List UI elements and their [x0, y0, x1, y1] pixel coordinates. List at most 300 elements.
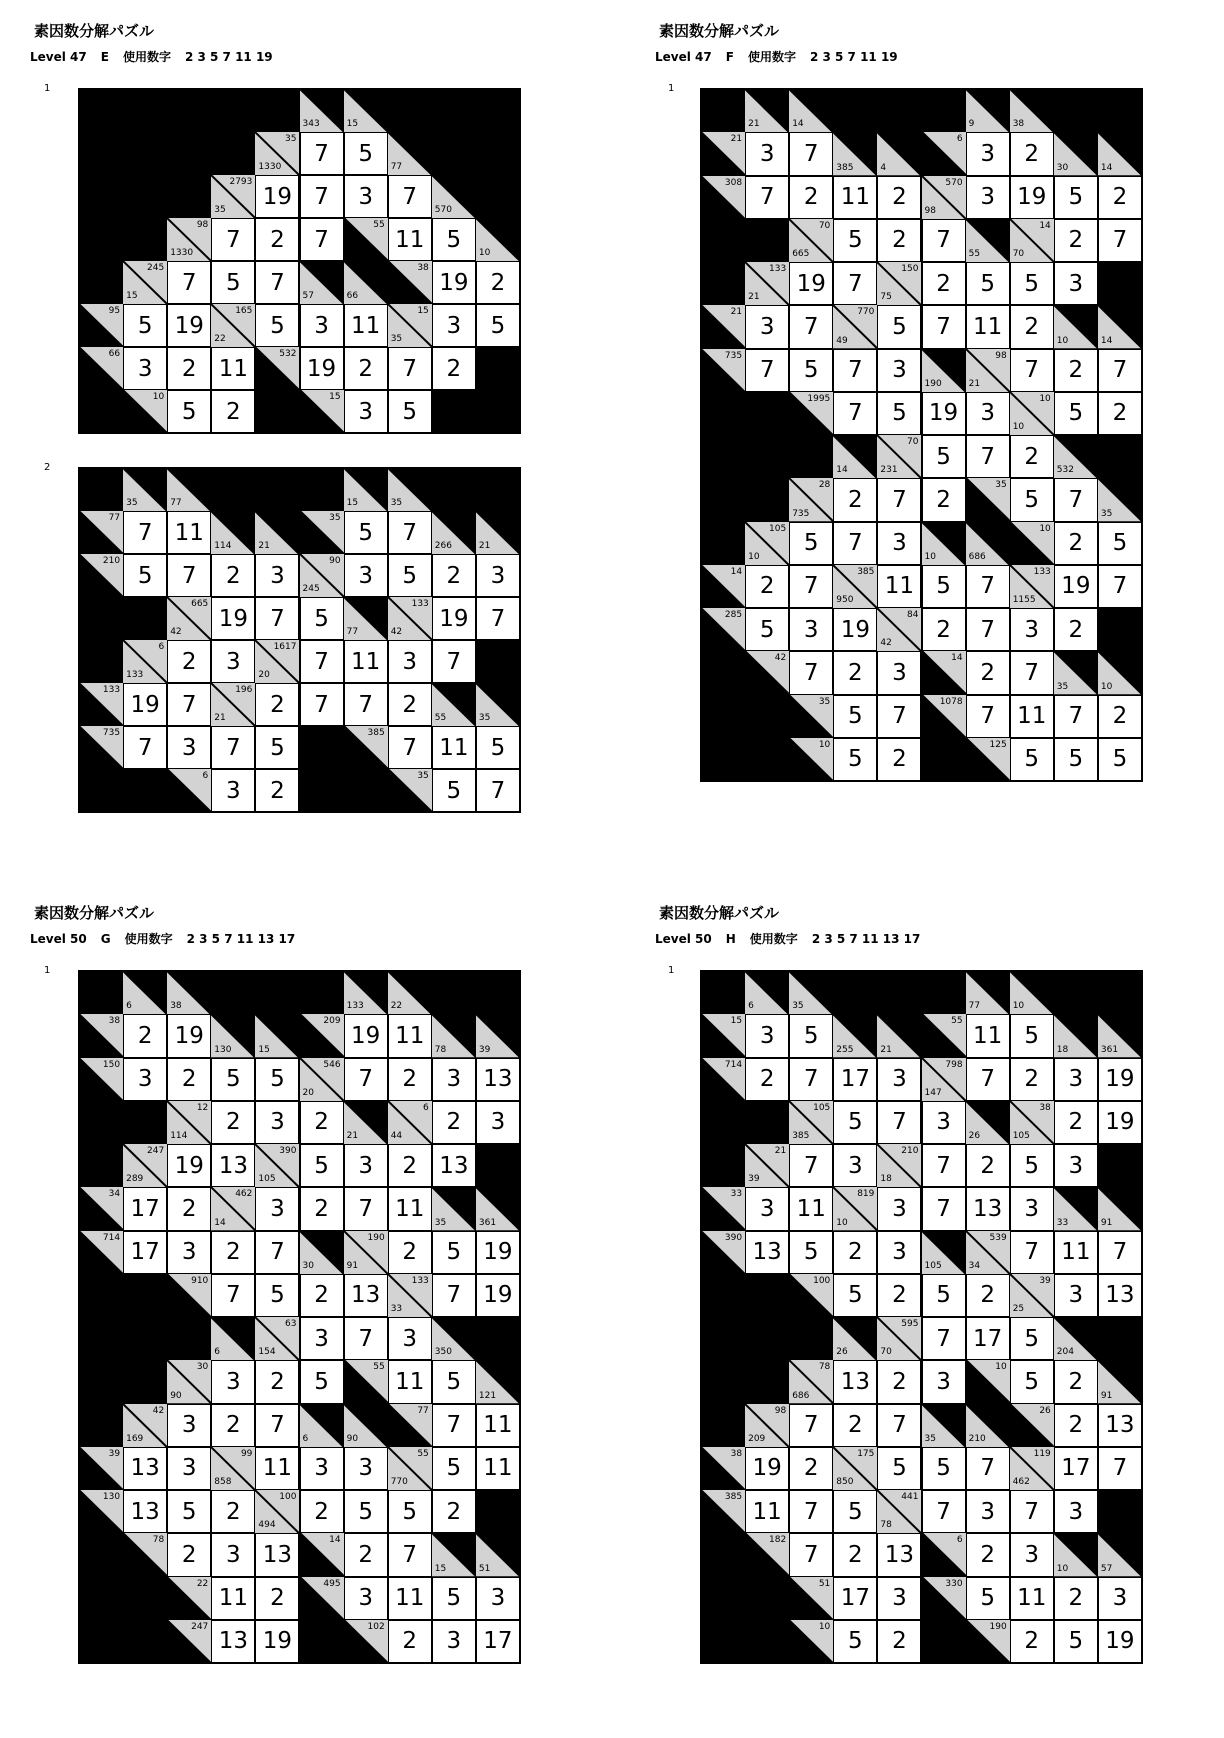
- clue-right: 539: [989, 1232, 1007, 1243]
- clue-down: 1330: [170, 248, 194, 258]
- answer-cell: 2: [432, 1490, 476, 1533]
- clue-right: 102: [367, 1621, 385, 1632]
- clue-down: 26: [968, 1131, 981, 1141]
- block-cell: [745, 695, 789, 738]
- answer-cell: 2: [1098, 392, 1142, 435]
- clue-cell: [211, 511, 255, 554]
- clue-down: 570: [434, 205, 452, 215]
- block-cell: [432, 132, 476, 175]
- clue-down: 14: [836, 465, 848, 476]
- answer-cell: 11: [1010, 695, 1054, 738]
- answer-cell: 13: [123, 1447, 167, 1490]
- answer-cell: 2: [255, 1360, 299, 1403]
- clue-cell: [79, 1187, 123, 1230]
- clue-right: 495: [323, 1578, 341, 1589]
- answer-cell: 13: [745, 1231, 789, 1274]
- answer-cell: 17: [966, 1317, 1010, 1360]
- block-cell: [877, 971, 921, 1014]
- block-cell: [701, 478, 745, 521]
- answer-cell: 2: [877, 219, 921, 262]
- answer-cell: 19: [211, 597, 255, 640]
- block-cell: [701, 522, 745, 565]
- sheet-subtitle: [655, 48, 912, 65]
- clue-cell: [1010, 1101, 1054, 1144]
- answer-cell: 5: [833, 695, 877, 738]
- answer-cell: 7: [388, 726, 432, 769]
- clue-right: 100: [279, 1492, 297, 1502]
- block-cell: [701, 1533, 745, 1576]
- answer-cell: 19: [1098, 1058, 1142, 1101]
- block-cell: [344, 769, 388, 812]
- answer-cell: 2: [1010, 1058, 1054, 1101]
- clue-cell: [877, 262, 921, 305]
- clue-down: 245: [302, 584, 320, 594]
- sheet-subtitle: [30, 48, 287, 65]
- block-cell: [300, 971, 344, 1014]
- clue-right: 34: [108, 1189, 121, 1200]
- clue-down: 35: [126, 498, 138, 508]
- clue-cell: [1054, 435, 1098, 478]
- clue-cell: [344, 1231, 388, 1274]
- clue-down: 133: [346, 1001, 364, 1012]
- clue-right: 10: [995, 1362, 1007, 1373]
- digits-label: 使用数字: [749, 932, 798, 946]
- block-cell: [79, 1317, 123, 1360]
- clue-cell: [877, 1144, 921, 1187]
- clue-down: 33: [390, 1304, 403, 1314]
- clue-cell: [123, 1144, 167, 1187]
- clue-down: 10: [478, 248, 491, 258]
- answer-cell: 7: [344, 1187, 388, 1230]
- clue-cell: [789, 1101, 833, 1144]
- clue-down: 10: [1012, 422, 1025, 432]
- answer-cell: 7: [1098, 1231, 1142, 1274]
- clue-cell: [79, 347, 123, 390]
- answer-cell: 7: [966, 1058, 1010, 1101]
- clue-cell: [255, 511, 299, 554]
- clue-cell: [388, 304, 432, 347]
- clue-down: 361: [1100, 1044, 1119, 1055]
- answer-cell: 5: [432, 218, 476, 261]
- answer-cell: 3: [1054, 1490, 1098, 1533]
- answer-cell: 11: [745, 1490, 789, 1533]
- block-cell: [300, 1620, 344, 1663]
- answer-cell: 2: [344, 1533, 388, 1576]
- answer-cell: 2: [1054, 349, 1098, 392]
- clue-cell: [966, 349, 1010, 392]
- answer-cell: 13: [966, 1187, 1010, 1230]
- clue-down: 385: [792, 1131, 810, 1141]
- block-cell: [79, 175, 123, 218]
- clue-cell: [833, 565, 877, 608]
- puzzle-number: 1: [44, 83, 51, 94]
- answer-cell: 7: [344, 1317, 388, 1360]
- answer-cell: 5: [123, 304, 167, 347]
- answer-cell: 11: [966, 305, 1010, 348]
- clue-cell: [745, 1144, 789, 1187]
- answer-cell: 3: [211, 769, 255, 812]
- clue-cell: [300, 1231, 344, 1274]
- answer-cell: 7: [388, 347, 432, 390]
- answer-cell: 11: [1054, 1231, 1098, 1274]
- clue-cell: [789, 1620, 833, 1663]
- clue-right: 14: [730, 566, 743, 577]
- block-cell: [1098, 1490, 1142, 1533]
- clue-down: 9: [968, 119, 975, 130]
- clue-cell: [789, 478, 833, 521]
- clue-cell: [745, 262, 789, 305]
- answer-cell: 3: [167, 726, 211, 769]
- clue-cell: [922, 349, 966, 392]
- block-cell: [1098, 608, 1142, 651]
- answer-cell: 2: [833, 651, 877, 694]
- answer-cell: 2: [1054, 608, 1098, 651]
- answer-cell: 2: [432, 347, 476, 390]
- answer-cell: 5: [167, 390, 211, 433]
- block-cell: [123, 1317, 167, 1360]
- answer-cell: 2: [877, 1360, 921, 1403]
- answer-cell: 3: [300, 1447, 344, 1490]
- answer-cell: 2: [922, 262, 966, 305]
- clue-down: 90: [170, 1390, 182, 1401]
- answer-cell: 19: [344, 1014, 388, 1057]
- block-cell: [1098, 1317, 1142, 1360]
- block-cell: [745, 1274, 789, 1317]
- clue-cell: [300, 89, 344, 132]
- clue-cell: [211, 1014, 255, 1057]
- answer-cell: 11: [388, 1014, 432, 1057]
- puzzle-grid: [78, 467, 521, 813]
- block-cell: [211, 132, 255, 175]
- answer-cell: 11: [877, 565, 921, 608]
- clue-right: 10: [152, 392, 165, 402]
- clue-down: 147: [924, 1087, 942, 1098]
- clue-right: 30: [196, 1362, 209, 1373]
- clue-down: 665: [792, 249, 810, 259]
- clue-cell: [789, 971, 833, 1014]
- answer-cell: 7: [922, 1317, 966, 1360]
- clue-down: 91: [1100, 1390, 1113, 1401]
- clue-cell: [789, 695, 833, 738]
- answer-cell: 7: [966, 435, 1010, 478]
- clue-right: 77: [417, 1405, 429, 1416]
- clue-cell: [344, 726, 388, 769]
- clue-cell: [388, 769, 432, 812]
- clue-cell: [1054, 1014, 1098, 1057]
- answer-cell: 2: [344, 347, 388, 390]
- answer-cell: 3: [1054, 262, 1098, 305]
- clue-cell: [79, 726, 123, 769]
- block-cell: [476, 468, 520, 511]
- clue-down: 57: [302, 291, 314, 301]
- answer-cell: 5: [1054, 1620, 1098, 1663]
- answer-cell: 7: [476, 597, 520, 640]
- answer-cell: 5: [833, 1101, 877, 1144]
- answer-cell: 19: [476, 1274, 520, 1317]
- answer-cell: 3: [966, 392, 1010, 435]
- level-label: Level 50: [655, 932, 712, 946]
- clue-down: 130: [214, 1044, 232, 1055]
- answer-cell: 2: [789, 176, 833, 219]
- clue-right: 735: [102, 728, 121, 738]
- answer-cell: 19: [255, 175, 299, 218]
- sheet-title: 素因数分解パズル: [34, 904, 155, 922]
- block-cell: [701, 1404, 745, 1447]
- clue-cell: [877, 435, 921, 478]
- block-cell: [701, 738, 745, 781]
- block-cell: [211, 89, 255, 132]
- answer-cell: 7: [344, 1058, 388, 1101]
- clue-cell: [1054, 1317, 1098, 1360]
- answer-cell: 5: [211, 1058, 255, 1101]
- block-cell: [211, 971, 255, 1014]
- clue-cell: [300, 390, 344, 433]
- answer-cell: 11: [1010, 1577, 1054, 1620]
- clue-right: 190: [989, 1621, 1007, 1632]
- answer-cell: 7: [966, 1447, 1010, 1490]
- digits-label: 使用数字: [747, 50, 796, 64]
- answer-cell: 13: [833, 1360, 877, 1403]
- answer-cell: 19: [167, 1014, 211, 1057]
- clue-right: 6: [423, 1102, 429, 1113]
- clue-down: 18: [1056, 1044, 1069, 1055]
- clue-down: 735: [792, 508, 810, 519]
- answer-cell: 2: [167, 640, 211, 683]
- clue-cell: [701, 1490, 745, 1533]
- clue-cell: [1098, 1360, 1142, 1403]
- clue-cell: [966, 1360, 1010, 1403]
- clue-down: 210: [968, 1433, 986, 1444]
- answer-cell: 7: [877, 1404, 921, 1447]
- clue-right: 14: [1039, 220, 1051, 231]
- clue-cell: [1010, 522, 1054, 565]
- clue-cell: [1054, 132, 1098, 175]
- answer-cell: 2: [745, 1058, 789, 1101]
- clue-down: 90: [346, 1433, 359, 1444]
- block-cell: [123, 89, 167, 132]
- clue-right: 133: [411, 1275, 429, 1286]
- answer-cell: 7: [300, 132, 344, 175]
- sheet-subtitle: [655, 930, 934, 947]
- answer-cell: 5: [255, 726, 299, 769]
- clue-down: 6: [126, 1001, 132, 1012]
- answer-cell: 3: [966, 132, 1010, 175]
- answer-cell: 2: [1010, 1620, 1054, 1663]
- clue-cell: [701, 305, 745, 348]
- clue-right: 10: [818, 739, 831, 750]
- answer-cell: 3: [432, 1058, 476, 1101]
- clue-cell: [877, 608, 921, 651]
- clue-cell: [344, 1620, 388, 1663]
- answer-cell: 5: [388, 1490, 432, 1533]
- answer-cell: 19: [432, 261, 476, 304]
- answer-cell: 5: [1054, 176, 1098, 219]
- answer-cell: 19: [922, 392, 966, 435]
- answer-cell: 7: [388, 1533, 432, 1576]
- clue-down: 18: [880, 1174, 892, 1185]
- answer-cell: 3: [745, 132, 789, 175]
- answer-cell: 2: [211, 1231, 255, 1274]
- clue-cell: [966, 1620, 1010, 1663]
- block-cell: [432, 89, 476, 132]
- clue-down: 770: [390, 1477, 408, 1487]
- puzzle-grid: [78, 88, 521, 434]
- answer-cell: 3: [877, 1187, 921, 1230]
- answer-cell: 7: [833, 262, 877, 305]
- answer-cell: 5: [255, 1274, 299, 1317]
- clue-cell: [966, 522, 1010, 565]
- answer-cell: 5: [388, 390, 432, 433]
- block-cell: [123, 597, 167, 640]
- answer-cell: 7: [1098, 219, 1142, 262]
- answer-cell: 2: [1010, 305, 1054, 348]
- answer-cell: 7: [789, 1058, 833, 1101]
- clue-right: 210: [901, 1146, 919, 1156]
- answer-cell: 11: [255, 1447, 299, 1490]
- block-cell: [476, 132, 520, 175]
- block-cell: [432, 390, 476, 433]
- clue-down: 4: [880, 162, 887, 173]
- clue-cell: [344, 261, 388, 304]
- answer-cell: 19: [300, 347, 344, 390]
- clue-cell: [167, 769, 211, 812]
- answer-cell: 13: [344, 1274, 388, 1317]
- clue-down: 10: [748, 551, 760, 562]
- answer-cell: 3: [432, 1620, 476, 1663]
- clue-down: 39: [748, 1174, 760, 1185]
- answer-cell: 7: [922, 1187, 966, 1230]
- digits-list: 2 3 5 7 11 13 17: [811, 932, 921, 946]
- clue-cell: [922, 1577, 966, 1620]
- clue-down: 21: [258, 541, 270, 551]
- clue-right: 6: [956, 1535, 963, 1546]
- answer-cell: 11: [344, 304, 388, 347]
- clue-right: 130: [102, 1492, 121, 1502]
- clue-down: 35: [214, 205, 226, 215]
- answer-cell: 2: [167, 1187, 211, 1230]
- clue-cell: [344, 468, 388, 511]
- clue-down: 686: [968, 551, 986, 562]
- clue-cell: [1010, 565, 1054, 608]
- block-cell: [701, 262, 745, 305]
- clue-cell: [1098, 478, 1142, 521]
- block-cell: [123, 132, 167, 175]
- answer-cell: 7: [922, 1144, 966, 1187]
- clue-right: 26: [1039, 1405, 1051, 1416]
- digits-label: 使用数字: [122, 50, 171, 64]
- clue-right: 95: [108, 306, 121, 316]
- answer-cell: 5: [922, 435, 966, 478]
- clue-cell: [388, 132, 432, 175]
- clue-right: 78: [152, 1535, 165, 1546]
- answer-cell: 7: [922, 305, 966, 348]
- block-cell: [211, 468, 255, 511]
- answer-cell: 2: [877, 1620, 921, 1663]
- answer-cell: 5: [388, 554, 432, 597]
- answer-cell: 5: [833, 1620, 877, 1663]
- block-cell: [701, 1144, 745, 1187]
- answer-cell: 5: [966, 1577, 1010, 1620]
- answer-cell: 7: [1098, 565, 1142, 608]
- clue-cell: [966, 1231, 1010, 1274]
- clue-right: 385: [724, 1492, 743, 1502]
- clue-down: 66: [346, 291, 359, 301]
- answer-cell: 5: [432, 1447, 476, 1490]
- clue-down: 20: [258, 670, 270, 680]
- clue-right: 35: [818, 696, 831, 707]
- puzzle-number: 2: [44, 462, 51, 473]
- answer-cell: 5: [167, 1490, 211, 1533]
- clue-cell: [388, 1404, 432, 1447]
- clue-right: 14: [951, 653, 963, 664]
- answer-cell: 3: [123, 347, 167, 390]
- clue-cell: [1010, 89, 1054, 132]
- digits-list: 2 3 5 7 11 19: [809, 50, 898, 64]
- clue-cell: [922, 695, 966, 738]
- answer-cell: 2: [1054, 1577, 1098, 1620]
- clue-right: 100: [813, 1275, 831, 1286]
- clue-right: 133: [1033, 566, 1051, 577]
- clue-down: 10: [924, 551, 936, 562]
- clue-cell: [123, 971, 167, 1014]
- answer-cell: 2: [833, 1533, 877, 1576]
- puzzle-number: 1: [44, 965, 51, 976]
- clue-cell: [877, 1014, 921, 1057]
- clue-down: 14: [1100, 162, 1113, 173]
- clue-cell: [123, 390, 167, 433]
- clue-cell: [255, 640, 299, 683]
- answer-cell: 7: [745, 349, 789, 392]
- answer-cell: 7: [1054, 478, 1098, 521]
- clue-right: 35: [995, 480, 1007, 491]
- clue-cell: [300, 261, 344, 304]
- clue-down: 49: [836, 335, 848, 346]
- clue-down: 686: [792, 1390, 810, 1401]
- answer-cell: 2: [123, 1014, 167, 1057]
- clue-cell: [344, 218, 388, 261]
- clue-down: 850: [836, 1477, 854, 1487]
- clue-down: 33: [1056, 1217, 1069, 1228]
- clue-cell: [833, 305, 877, 348]
- answer-cell: 7: [388, 511, 432, 554]
- clue-cell: [344, 1360, 388, 1403]
- clue-cell: [476, 511, 520, 554]
- clue-down: 343: [302, 119, 320, 129]
- clue-cell: [745, 522, 789, 565]
- clue-down: 361: [478, 1217, 497, 1228]
- clue-right: 119: [1033, 1448, 1051, 1459]
- clue-cell: [789, 1577, 833, 1620]
- clue-right: 66: [108, 349, 121, 359]
- block-cell: [701, 651, 745, 694]
- clue-cell: [789, 738, 833, 781]
- puzzle-number: 1: [668, 965, 675, 976]
- block-cell: [1098, 1144, 1142, 1187]
- answer-cell: 7: [1010, 651, 1054, 694]
- block-cell: [300, 468, 344, 511]
- clue-right: 38: [417, 263, 429, 273]
- answer-cell: 13: [211, 1620, 255, 1663]
- answer-cell: 11: [211, 347, 255, 390]
- answer-cell: 19: [789, 262, 833, 305]
- answer-cell: 2: [833, 1231, 877, 1274]
- clue-cell: [432, 1187, 476, 1230]
- answer-cell: 5: [255, 1058, 299, 1101]
- clue-right: 99: [240, 1448, 253, 1459]
- clue-cell: [123, 1533, 167, 1576]
- clue-down: 55: [968, 249, 981, 259]
- block-cell: [123, 1620, 167, 1663]
